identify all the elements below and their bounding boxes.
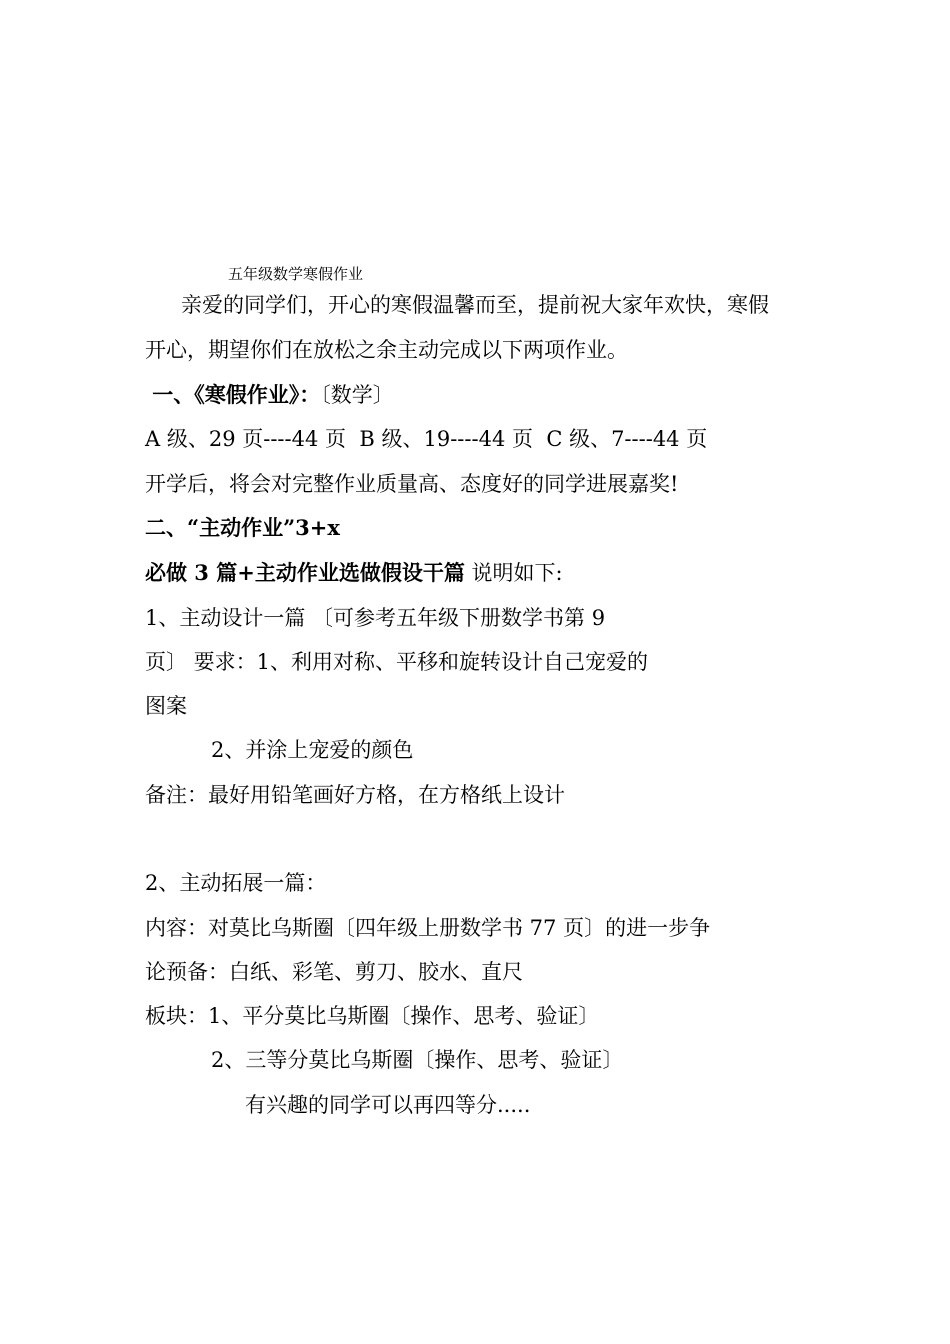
section1-note: 开学后，将会对完整作业质量高、态度好的同学进展嘉奖! <box>145 472 679 496</box>
item1-line-3: 图案 <box>145 694 187 718</box>
section1-heading-row <box>145 381 394 409</box>
section2-required: 必做 3 篇+主动作业选做假设干篇 <box>145 560 465 585</box>
section2-explain: 说明如下: <box>464 561 563 585</box>
section1-heading: 一、《寒假作业》： <box>145 382 321 407</box>
item2-line-2: 内容：对莫比乌斯圈〔四年级上册数学书 77 页〕的进一步争 <box>145 916 711 940</box>
item2-line-5: 2、三等分莫比乌斯圈〔操作、思考、验证〕 <box>211 1048 624 1072</box>
item2-line-3: 论预备：白纸、彩笔、剪刀、胶水、直尺 <box>145 960 523 984</box>
item2-line-1: 2、主动拓展一篇： <box>145 871 327 895</box>
item1-line-2: 页〕 要求：1、利用对称、平移和旋转设计自己宠爱的 <box>145 650 649 674</box>
section2-heading: 二、“主动作业”3+x <box>145 515 340 540</box>
item1-line-1: 1、主动设计一篇 〔可参考五年级下册数学书第 9 <box>145 606 606 630</box>
section1-subject: 〔数学〕 <box>320 383 394 407</box>
document-title: 五年级数学寒假作业 <box>228 265 364 283</box>
section2-required-row <box>145 559 563 587</box>
intro-line-1: 亲爱的同学们，开心的寒假温馨而至，提前祝大家年欢快，寒假 <box>181 293 769 317</box>
item2-line-4: 板块：1、平分莫比乌斯圈〔操作、思考、验证〕 <box>145 1004 600 1028</box>
item1-note: 备注：最好用铅笔画好方格，在方格纸上设计 <box>145 783 565 807</box>
item2-line-6: 有兴趣的同学可以再四等分..... <box>245 1093 531 1117</box>
section1-levels: A 级、29 页----44 页 B 级、19----44 页 C 级、7----44 页 <box>145 427 708 451</box>
item1-line-4: 2、并涂上宠爱的颜色 <box>211 738 414 762</box>
intro-line-2: 开心，期望你们在放松之余主动完成以下两项作业。 <box>145 338 628 362</box>
